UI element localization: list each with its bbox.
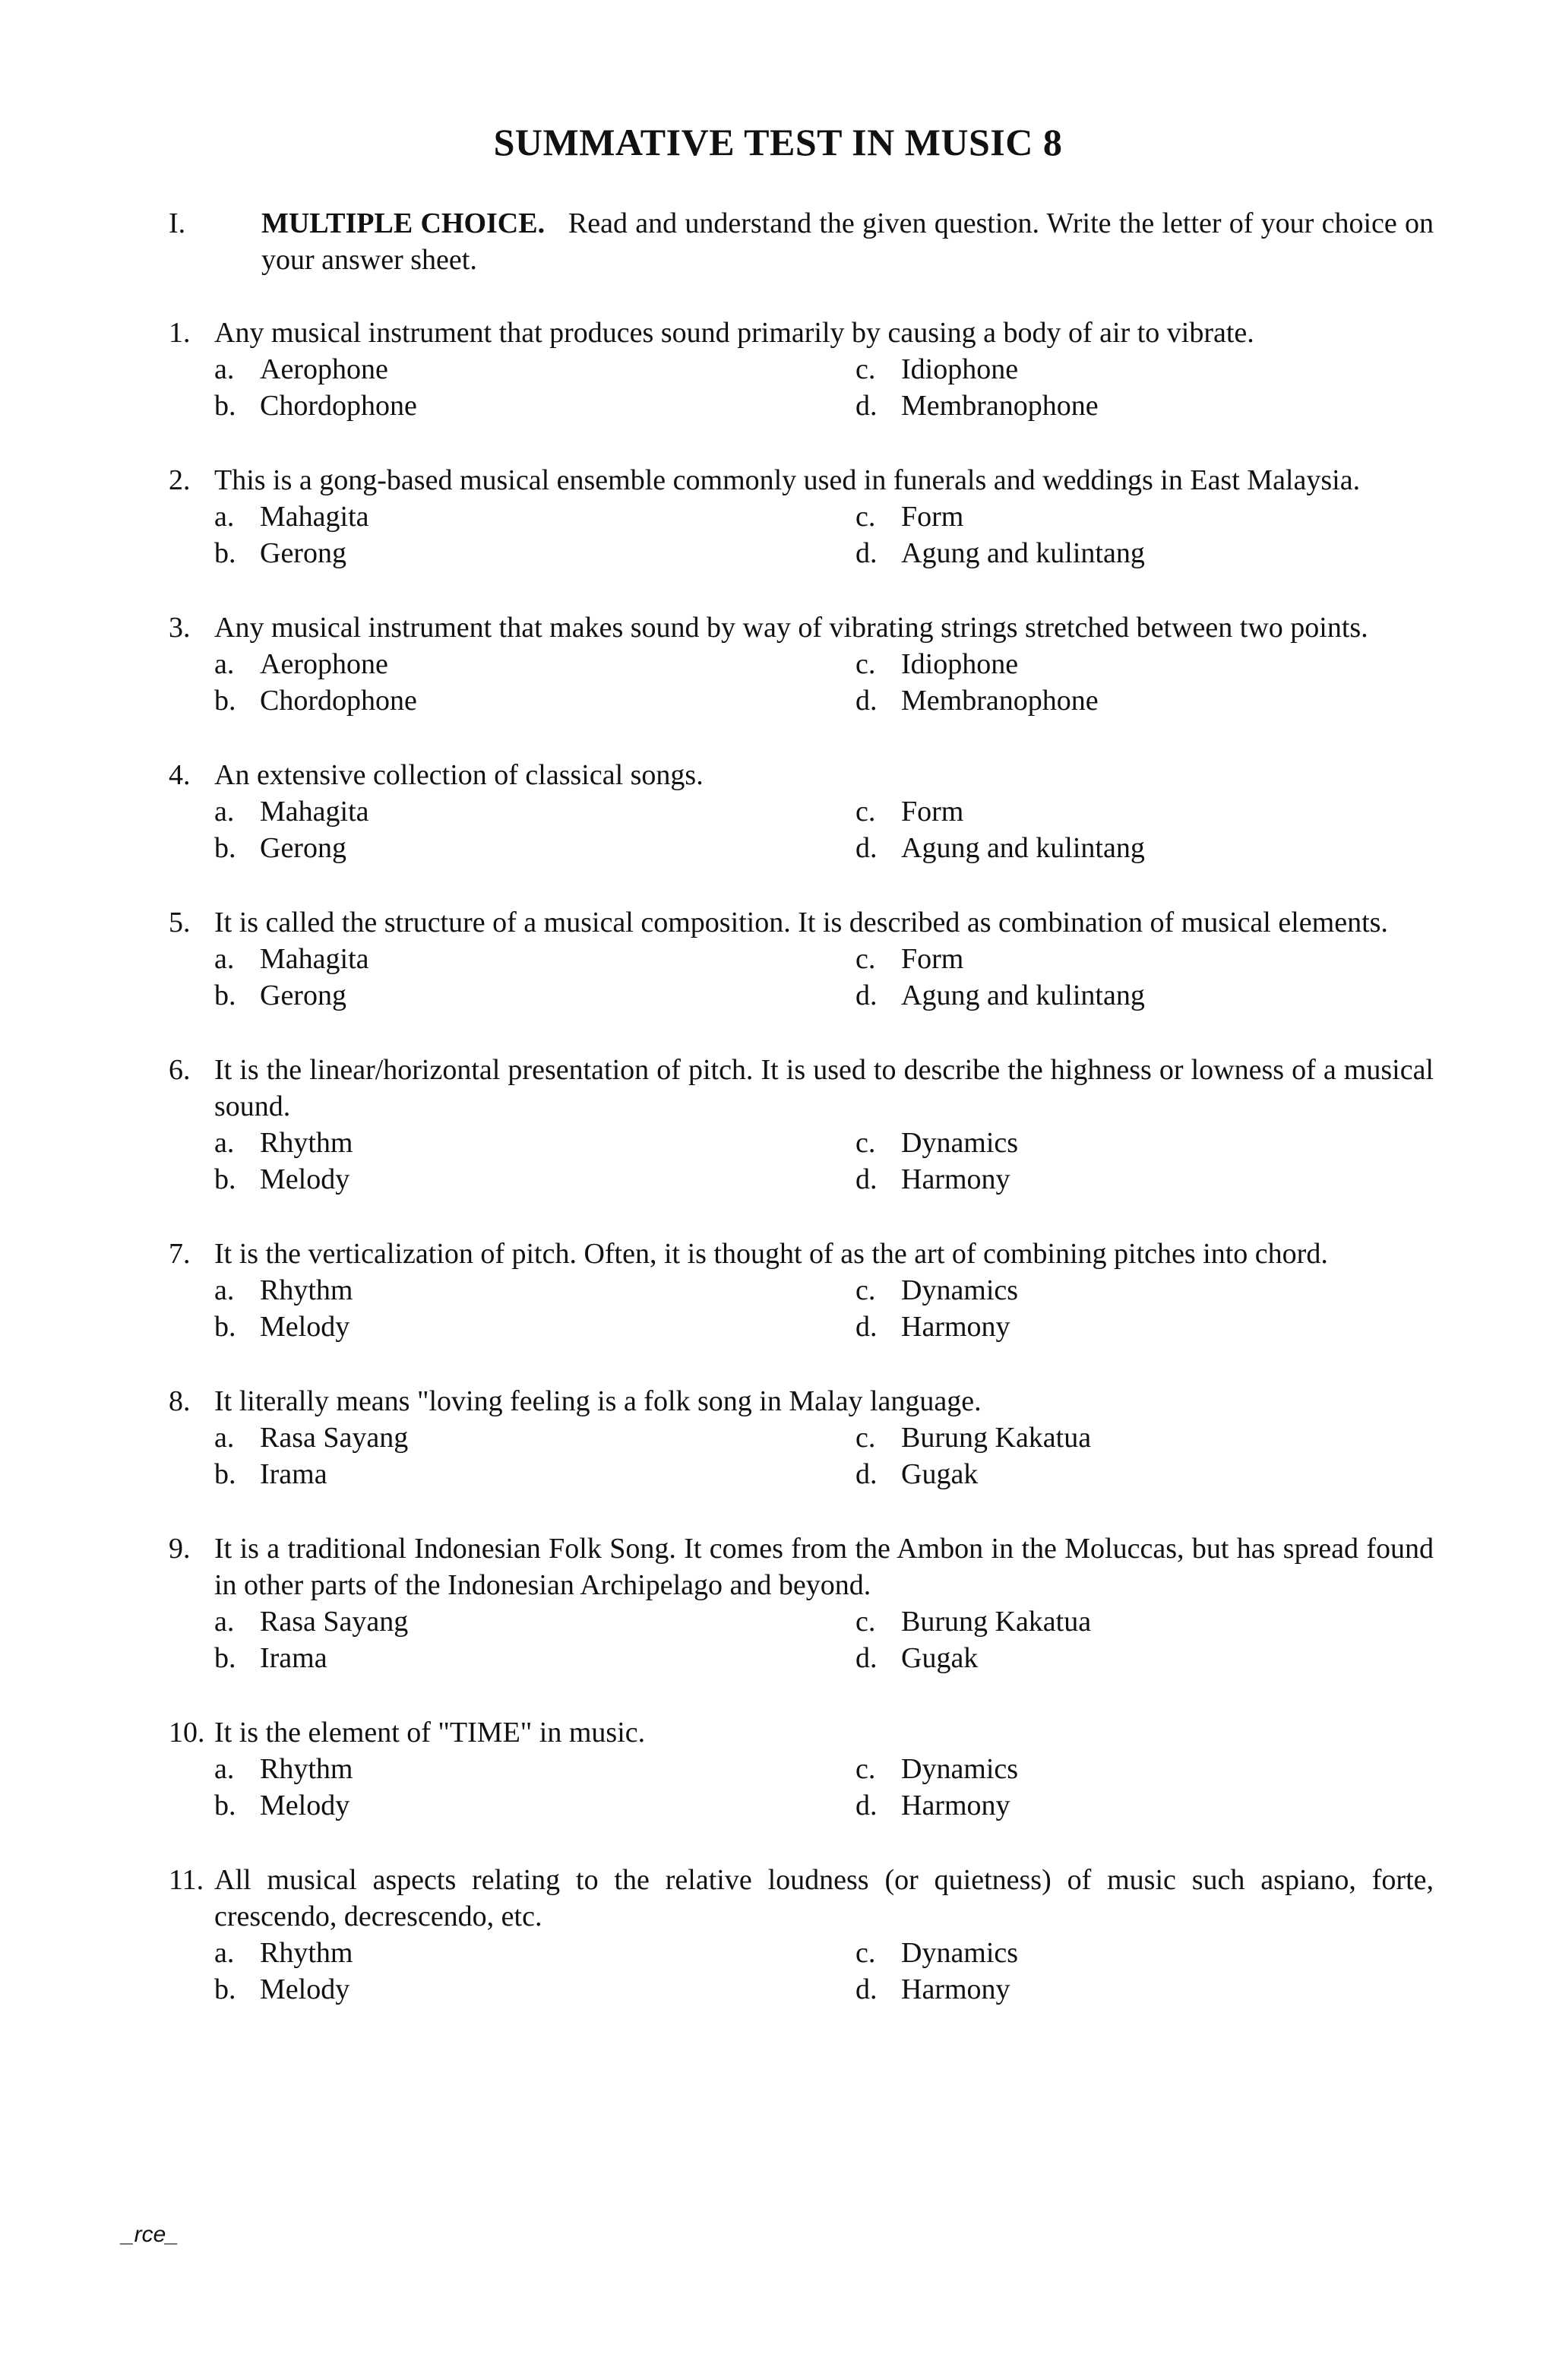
choice-option [855,1456,1433,1492]
choice-letter: a. [214,1937,235,1969]
choice-letter: c. [855,1753,876,1785]
choice-letter: b. [214,832,236,864]
choice-option [855,977,1433,1014]
choice-text: Melody [260,1973,350,2005]
question-text: Any musical instrument that produces sound primarily by causing a body of air to vibrate. [214,317,1254,349]
choice-option [855,1419,1433,1456]
question-text: It is called the structure of a musical composition. It is described as combination of musical elements. [214,907,1388,938]
choice-option [214,388,855,424]
choice-letter: d. [855,1973,878,2005]
choice-letter: a. [214,1753,235,1785]
choice-option [855,941,1433,977]
question-item [169,1714,1434,1824]
choice-letter: c. [855,648,876,680]
choice-letter: d. [855,1163,878,1195]
choice-option [214,1603,855,1640]
choice-text: Mahagita [260,943,369,975]
choice-option [214,1935,855,1971]
choice-option [214,1161,855,1198]
question-number: 10. [169,1717,205,1749]
choice-text: Harmony [901,1973,1010,2005]
choice-letter: b. [214,685,236,717]
question-item [169,315,1434,424]
choice-letter: d. [855,1311,878,1343]
choice-option [855,535,1433,571]
choice-text: Irama [260,1642,327,1674]
choice-text: Rhythm [260,1127,353,1159]
question-number: 5. [169,907,191,938]
choice-letter: d. [855,1790,878,1821]
choice-text: Harmony [901,1790,1010,1821]
choice-option [855,1751,1433,1787]
choice-text: Gerong [260,537,346,569]
choice-letter: b. [214,1458,236,1490]
choice-letter: b. [214,1163,236,1195]
choice-text: Chordophone [260,390,417,422]
page-title: SUMMATIVE TEST IN MUSIC 8 [493,121,1063,163]
choice-letter: d. [855,1642,878,1674]
choice-text: Rasa Sayang [260,1606,409,1638]
choice-text: Aerophone [260,648,388,680]
choice-letter: c. [855,1422,876,1454]
choice-text: Membranophone [901,685,1099,717]
choice-option [214,1419,855,1456]
choice-text: Gugak [901,1642,979,1674]
footer-initials: _rce_ [122,2222,179,2247]
choice-grid [214,498,1434,571]
choice-text: Harmony [901,1163,1010,1195]
choice-letter: a. [214,1127,235,1159]
choice-letter: a. [214,1606,235,1638]
choice-text: Form [901,943,964,975]
choice-letter: d. [855,685,878,717]
choice-option [214,1971,855,2008]
choice-text: Idiophone [901,648,1019,680]
choice-option [214,351,855,388]
choice-option [214,646,855,682]
choice-text: Rasa Sayang [260,1422,409,1454]
choice-text: Gerong [260,832,346,864]
question-number: 3. [169,612,191,644]
question-list [169,315,1434,2046]
choice-option [214,977,855,1014]
question-item [169,757,1434,866]
choice-option [214,1456,855,1492]
choice-option [214,830,855,866]
choice-letter: d. [855,537,878,569]
choice-text: Agung and kulintang [901,537,1145,569]
choice-letter: b. [214,980,236,1011]
choice-letter: d. [855,390,878,422]
question-item [169,609,1434,719]
question-text: Any musical instrument that makes sound by way of vibrating strings stretched between two points. [214,612,1368,644]
choice-text: Membranophone [901,390,1099,422]
instruction-text [261,205,1434,278]
choice-option [855,498,1433,535]
choice-option [214,1751,855,1787]
choice-text: Dynamics [901,1274,1019,1306]
choice-option [855,1640,1433,1676]
question-number: 6. [169,1054,191,1086]
choice-text: Mahagita [260,796,369,828]
question-item [169,1383,1434,1492]
choice-text: Dynamics [901,1937,1019,1969]
choice-text: Rhythm [260,1937,353,1969]
question-item [169,1530,1434,1676]
choice-text: Dynamics [901,1753,1019,1785]
choice-grid [214,1751,1434,1824]
choice-option [214,682,855,719]
choice-grid [214,646,1434,719]
question-number: 11. [169,1864,204,1896]
choice-grid [214,1419,1434,1492]
choice-option [855,1161,1433,1198]
choice-letter: a. [214,1422,235,1454]
question-text: It literally means "loving feeling is a folk song in Malay language. [214,1385,982,1417]
question-number: 1. [169,317,191,349]
choice-letter: a. [214,353,235,385]
choice-option [855,351,1433,388]
choice-letter: b. [214,1973,236,2005]
choice-option [214,1309,855,1345]
choice-option [214,1787,855,1824]
choice-letter: a. [214,796,235,828]
choice-grid [214,351,1434,424]
choice-text: Burung Kakatua [901,1606,1092,1638]
question-text: It is the linear/horizontal presentation of pitch. It is used to describe the highness or lowness of a musical sound. [214,1054,1434,1122]
choice-text: Irama [260,1458,327,1490]
choice-grid [214,793,1434,866]
question-item [169,1236,1434,1345]
choice-text: Melody [260,1790,350,1821]
choice-option [855,388,1433,424]
choice-letter: b. [214,537,236,569]
question-number: 7. [169,1238,191,1270]
question-text: An extensive collection of classical songs. [214,759,704,791]
choice-letter: c. [855,1127,876,1159]
question-number: 4. [169,759,191,791]
choice-letter: d. [855,980,878,1011]
choice-option [214,793,855,830]
instruction-body: Read and understand the given question. Write the letter of your choice on your answer sheet. [261,207,1434,276]
question-item [169,1862,1434,2008]
question-item [169,462,1434,571]
question-text: It is the element of "TIME" in music. [214,1717,646,1749]
choice-letter: c. [855,501,876,533]
choice-letter: c. [855,353,876,385]
choice-option [214,1125,855,1161]
choice-option [855,1603,1433,1640]
choice-text: Agung and kulintang [901,832,1145,864]
choice-text: Gugak [901,1458,979,1490]
choice-option [214,535,855,571]
question-text: All musical aspects relating to the relative loudness (or quietness) of music such aspiano, forte, crescendo, decrescendo, etc. [214,1864,1434,1932]
choice-text: Form [901,501,964,533]
choice-text: Idiophone [901,353,1019,385]
question-number: 9. [169,1533,191,1565]
choice-grid [214,1603,1434,1676]
choice-option [214,1640,855,1676]
choice-letter: a. [214,648,235,680]
choice-option [855,682,1433,719]
choice-option [214,1272,855,1309]
choice-grid [214,1272,1434,1345]
choice-text: Gerong [260,980,346,1011]
choice-grid [214,1935,1434,2008]
choice-letter: c. [855,1606,876,1638]
choice-text: Harmony [901,1311,1010,1343]
choice-text: Mahagita [260,501,369,533]
choice-text: Form [901,796,964,828]
choice-letter: c. [855,796,876,828]
choice-letter: a. [214,501,235,533]
choice-grid [214,1125,1434,1198]
choice-letter: c. [855,1937,876,1969]
choice-option [855,1309,1433,1345]
question-text: It is a traditional Indonesian Folk Song. It comes from the Ambon in the Moluccas, but has spread found in other parts of the Indonesian Archipelago and beyond. [214,1533,1434,1601]
question-text: It is the verticalization of pitch. Often, it is thought of as the art of combining pitches into chord. [214,1238,1328,1270]
choice-option [855,1272,1433,1309]
choice-option [855,646,1433,682]
choice-text: Melody [260,1311,350,1343]
choice-text: Burung Kakatua [901,1422,1092,1454]
choice-letter: b. [214,1642,236,1674]
choice-letter: a. [214,1274,235,1306]
choice-option [855,1787,1433,1824]
choice-text: Agung and kulintang [901,980,1145,1011]
section-instructions [169,205,1434,278]
choice-text: Dynamics [901,1127,1019,1159]
choice-grid [214,941,1434,1014]
choice-option [855,1935,1433,1971]
choice-option [855,793,1433,830]
choice-text: Rhythm [260,1753,353,1785]
choice-text: Chordophone [260,685,417,717]
choice-text: Melody [260,1163,350,1195]
choice-letter: d. [855,832,878,864]
section-heading: MULTIPLE CHOICE. [261,207,546,239]
question-text: This is a gong-based musical ensemble commonly used in funerals and weddings in East Malaysia. [214,464,1361,496]
choice-letter: c. [855,943,876,975]
choice-text: Rhythm [260,1274,353,1306]
choice-option [855,1971,1433,2008]
question-item [169,1052,1434,1198]
choice-letter: b. [214,390,236,422]
choice-option [214,498,855,535]
choice-option [855,1125,1433,1161]
choice-letter: d. [855,1458,878,1490]
choice-option [855,830,1433,866]
question-number: 8. [169,1385,191,1417]
choice-letter: b. [214,1790,236,1821]
choice-option [214,941,855,977]
choice-letter: a. [214,943,235,975]
choice-letter: b. [214,1311,236,1343]
section-numeral: I. [169,207,186,239]
question-number: 2. [169,464,191,496]
question-item [169,904,1434,1014]
choice-letter: c. [855,1274,876,1306]
choice-text: Aerophone [260,353,388,385]
